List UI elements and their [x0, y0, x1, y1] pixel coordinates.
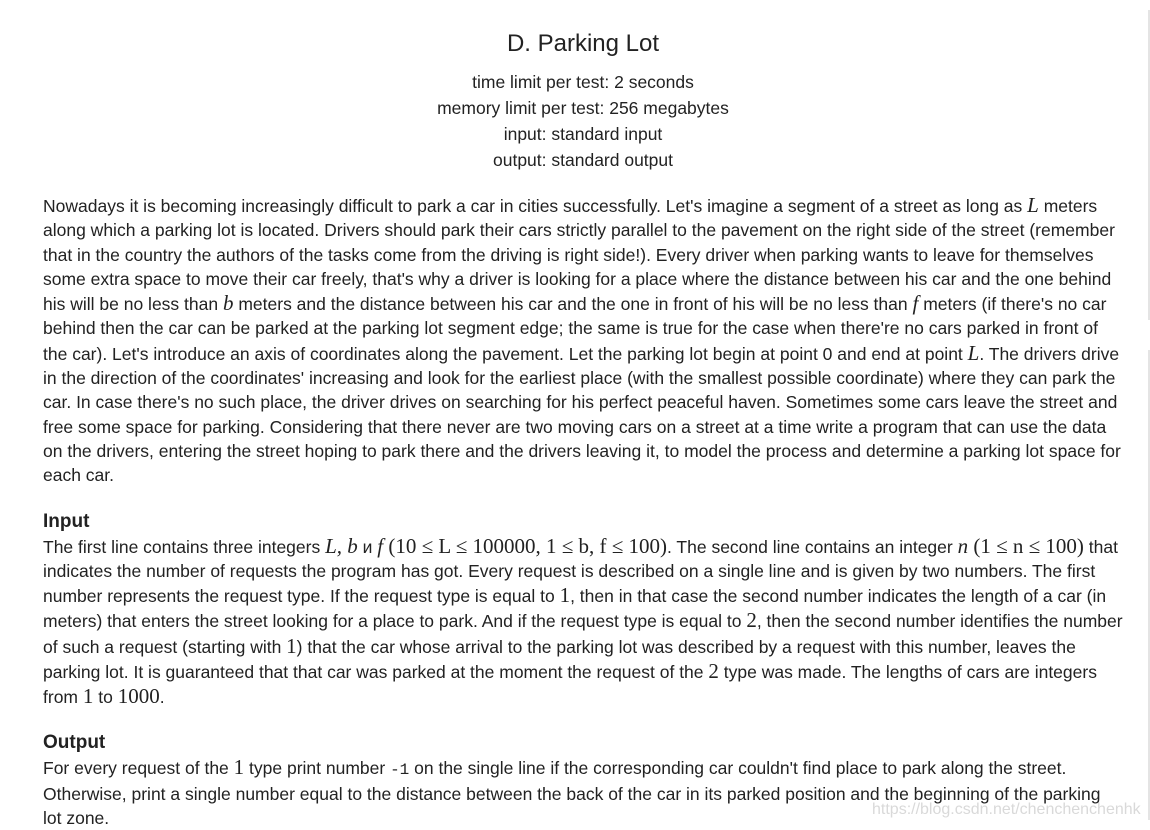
math-number: 1 [559, 583, 571, 608]
math-constraint: (10 ≤ L ≤ 100000, 1 ≤ b, f ≤ 100) [383, 533, 668, 558]
memory-limit: memory limit per test: 256 megabytes [437, 98, 729, 118]
math-var: b [222, 291, 234, 316]
input-file: input: standard input [503, 124, 663, 144]
problem-header [43, 0, 1123, 173]
math-number: 1000 [117, 684, 160, 709]
legend-text: meters (if there's no car behind then the car can be parked at the parking lot segment edge; the same is true for the case when there're no cars parked in front of the car). Let's introduce an axis of coordinates along the pavement. Let the parking lot begin at point 0 and end at point [43, 294, 1107, 364]
input-text: , then in that case the second number indicates the length of a car (in meters) that enters the street looking for a place to park. And if the request type is equal to [43, 586, 1107, 632]
input-text: that indicates the number of requests the program has got. Every request is described on a single line and is given by two numbers. The first number represents the request type. If the request type is equal to [43, 536, 1118, 607]
output-text: type print number [244, 757, 391, 778]
legend-text: meters and the distance between his car and the one in front of his will be no less than [233, 294, 913, 315]
inline-code: -1 [390, 760, 410, 779]
input-section-title: Input [43, 510, 90, 532]
math-var: L [967, 340, 980, 365]
math-var: n [957, 533, 969, 558]
output-section-title: Output [43, 731, 106, 753]
problem-statement [43, 0, 1123, 830]
math-var: f [912, 291, 919, 316]
input-text: , then the second number identifies the number of such a request (starting with [43, 611, 1123, 657]
input-specification [43, 510, 1123, 710]
legend-text: meters along which a parking lot is located. Drivers should park their cars strictly parallel to the pavement on the right side of the street (remember that in the country the authors of the tasks come from the driving is right side!). Every driver when parking wants to leave for themselves some extra space to move their car freely, that's why a driver is looking for a place where the distance between his car and the one behind his will be no less than [43, 196, 1115, 315]
math-number: 2 [708, 659, 719, 684]
input-text: type was made. The lengths of cars are integers from [43, 662, 1097, 708]
math-constraint: (1 ≤ n ≤ 100) [968, 533, 1084, 558]
input-text: . The second line contains an integer [667, 536, 958, 557]
input-text: и [357, 536, 378, 557]
output-text: For every request of the [43, 757, 234, 778]
input-text: . [159, 687, 165, 708]
watermark: https://blog.csdn.net/chenchenchenhk [872, 801, 1141, 818]
problem-title: D. Parking Lot [506, 30, 660, 57]
output-file: output: standard output [493, 150, 673, 170]
math-var: f [377, 533, 384, 558]
input-text: to [93, 687, 118, 708]
math-number: 1 [233, 754, 245, 779]
input-text: ) that the car whose arrival to the parking lot was described by a request with this number, leaves the parking lot. It is guaranteed that that car was parked at the moment the request of the [43, 636, 1076, 683]
output-text: on the single line if the corresponding car couldn't find place to park along the street. Otherwise, print a single number equal to the distance between the back of the car in its parked position and the beginning of the parking lot zone. [43, 757, 1101, 829]
input-text: The first line contains three integers [43, 536, 326, 557]
time-limit: time limit per test: 2 seconds [472, 72, 694, 92]
legend-text: . The drivers drive in the direction of the coordinates' increasing and look for the earliest place (with the smallest possible coordinate) where they can park the car. In case there's no such place, the driver drives on searching for his perfect peaceful haven. Sometimes some cars leave the street and free some space for parking. Considering that there never are two moving cars on a street at a time write a program that can use the data on the drivers, entering the street hoping to park there and the drivers leaving it, to model the process and determine a parking lot space for each car. [43, 343, 1121, 486]
legend-text: Nowadays it is becoming increasingly difficult to park a car in cities successfully. Let's imagine a segment of a street as long as [43, 196, 1028, 216]
math-number: 1 [82, 684, 94, 709]
math-var: L, b [325, 533, 358, 558]
math-var: L [1027, 193, 1039, 217]
problem-legend [43, 193, 1123, 488]
math-number: 2 [746, 608, 757, 633]
math-number: 1 [286, 633, 297, 658]
